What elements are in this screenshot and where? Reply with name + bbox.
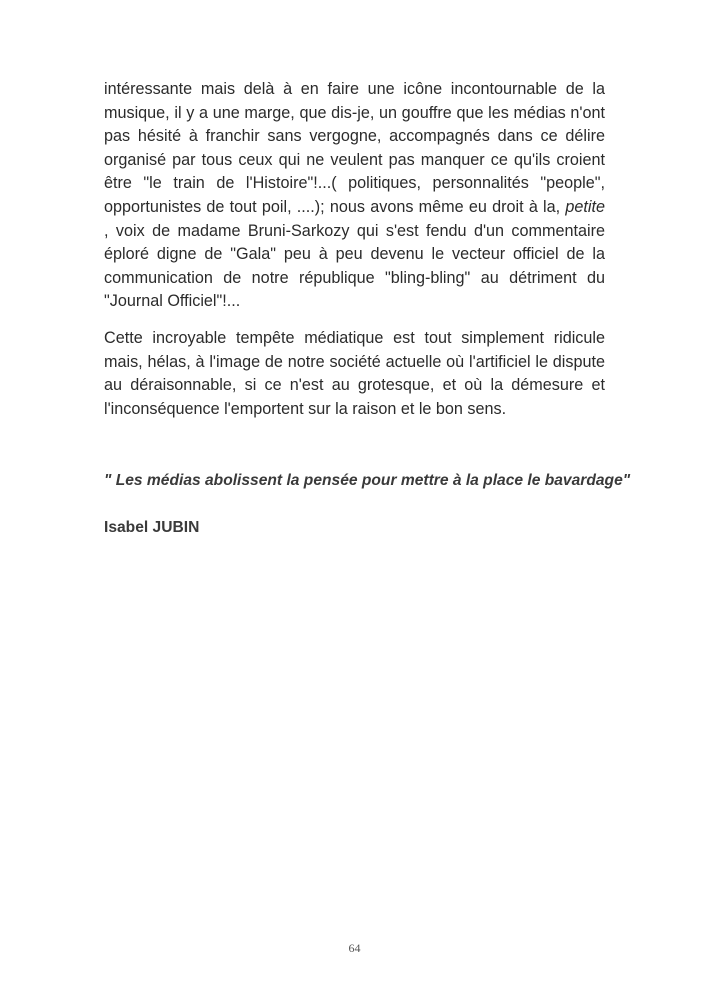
paragraph-2: Cette incroyable tempête médiatique est tout simplement ridicule mais, hélas, à l'image de notre société actuelle où l'artificiel le dispute au déraisonnable, si ce n'est au grotesque, et où la démesure et l'inconséquence l'emportent sur la raison et le bon sens. [104, 328, 605, 418]
paragraph-1 [104, 78, 605, 314]
author-signature: Isabel JUBIN [104, 519, 200, 536]
paragraph-1-italic-word: petite [565, 197, 605, 216]
page-number: 64 [348, 941, 361, 955]
paragraph-1-part-b: , voix de madame Bruni-Sarkozy qui s'est fendu d'un commentaire éploré digne de "Gala" peu à peu devenu le vecteur officiel de la communication de notre république "bling-bling" au détriment du "Journal Officiel"!... [104, 221, 605, 311]
body-text [104, 78, 605, 421]
closing-quote: " Les médias abolissent la pensée pour mettre à la place le bavardage" [104, 472, 631, 489]
paragraph-1-part-a: intéressante mais delà à en faire une icône incontournable de la musique, il y a une marge, que dis-je, un gouffre que les médias n'ont pas hésité à franchir sans vergogne, accompagnés dans ce délire organisé par tous ceux qui ne veulent pas manquer ce qu'ils croient être "le train de l'Histoire"!...( politiques, personnalités "people", opportunistes de tout poil, ....); nous avons même eu droit à la, [104, 80, 605, 216]
